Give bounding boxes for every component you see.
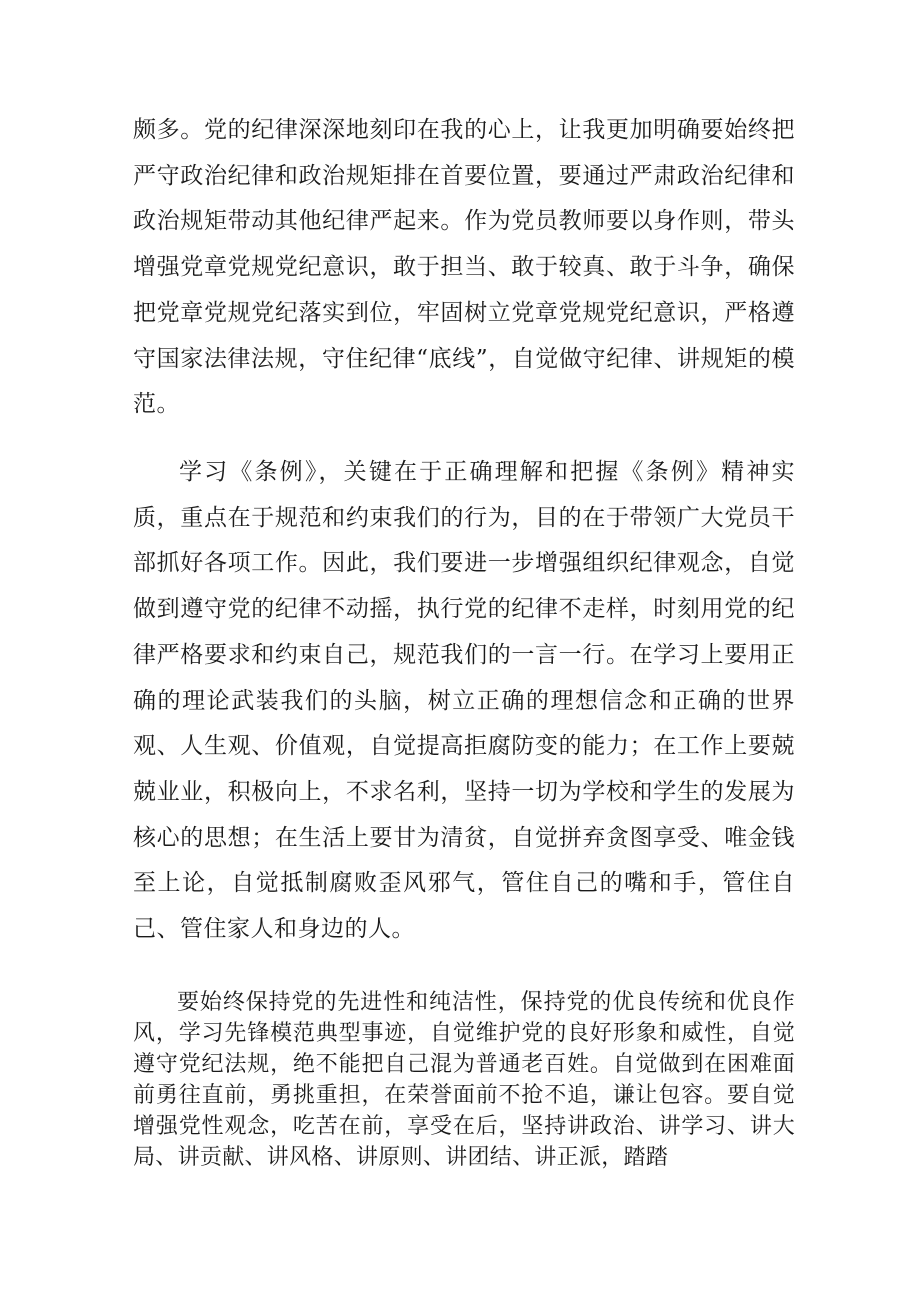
- body-paragraph-1: 颇多。党的纪律深深地刻印在我的心上，让我更加明确要始终把严守政治纪律和政治规矩排在首要位置，要通过严肃政治纪律和政治规矩带动其他纪律严起来。作为党员教师要以身作则，带头增强党章党规党纪意识，敢于担当、敢于较真、敢于斗争，确保把党章党规党纪落实到位，牢固树立党章党规党纪意识，严格遵守国家法律法规，守住纪律“底线”，自觉做守纪律、讲规矩的模范。: [133, 117, 795, 418]
- body-paragraph-3: 要始终保持党的先进性和纯洁性，保持党的优良传统和优良作风，学习先锋模范典型事迹，自觉维护党的良好形象和威性，自觉遵守党纪法规，绝不能把自己混为普通老百姓。自觉做到在困难面前勇往直前，勇挑重担，在荣誉面前不抢不追，谦让包容。要自觉增强党性观念，吃苦在前，享受在后，坚持讲政治、讲学习、讲大局、讲贡献、讲风格、讲原则、讲团结、讲正派，踏踏: [133, 990, 795, 1170]
- body-paragraph-2: 学习《条例》，关键在于正确理解和把握《条例》精神实质，重点在于规范和约束我们的行为，目的在于带领广大党员干部抓好各项工作。因此，我们要进一步增强组织纪律观念，自觉做到遵守党的纪律不动摇，执行党的纪律不走样，时刻用党的纪律严格要求和约束自己，规范我们的一言一行。在学习上要用正确的理论武装我们的头脑，树立正确的理想信念和正确的世界观、人生观、价值观，自觉提高拒腐防变的能力；在工作上要兢兢业业，积极向上，不求名利，坚持一切为学校和学生的发展为核心的思想；在生活上要甘为清贫，自觉拼弃贪图享受、唯金钱至上论，自觉抵制腐败歪风邪气，管住自己的嘴和手，管住自己、管住家人和身边的人。: [133, 459, 795, 943]
